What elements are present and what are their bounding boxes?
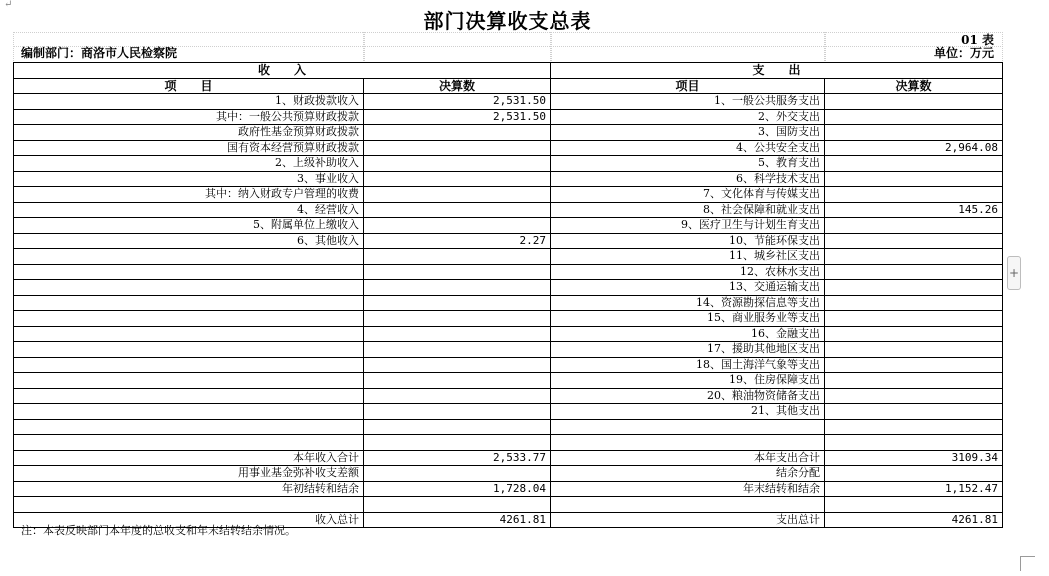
expense-amount-cell: 1,152.47 bbox=[825, 481, 1003, 497]
expense-amount-cell: 3109.34 bbox=[825, 450, 1003, 466]
header-row-section bbox=[14, 63, 1003, 79]
income-item-cell bbox=[14, 373, 364, 389]
expense-amount-cell bbox=[825, 466, 1003, 482]
income-item-cell bbox=[14, 404, 364, 420]
income-item-cell bbox=[14, 311, 364, 327]
income-item-cell bbox=[14, 357, 364, 373]
table-row bbox=[14, 357, 1003, 373]
income-amount-cell bbox=[364, 357, 551, 373]
table-row bbox=[14, 497, 1003, 513]
expense-amount-cell bbox=[825, 357, 1003, 373]
income-amount-cell bbox=[364, 125, 551, 141]
expense-amount-cell: 4261.81 bbox=[825, 512, 1003, 528]
expense-item-cell: 3、国防支出 bbox=[551, 125, 825, 141]
expense-item-cell: 6、科学技术支出 bbox=[551, 171, 825, 187]
income-item-cell: 4、经营收入 bbox=[14, 202, 364, 218]
expense-amount-cell bbox=[825, 280, 1003, 296]
expense-item-cell: 4、公共安全支出 bbox=[551, 140, 825, 156]
expense-item-cell: 结余分配 bbox=[551, 466, 825, 482]
table-row bbox=[14, 450, 1003, 466]
expense-item-cell: 8、社会保障和就业支出 bbox=[551, 202, 825, 218]
income-item-cell bbox=[14, 435, 364, 451]
table-row bbox=[14, 373, 1003, 389]
expense-amount-cell bbox=[825, 187, 1003, 203]
table-row bbox=[14, 435, 1003, 451]
expense-item-cell: 13、交通运输支出 bbox=[551, 280, 825, 296]
income-item-header: 项 目 bbox=[14, 78, 364, 94]
expense-amount-header: 决算数 bbox=[825, 78, 1003, 94]
income-item-cell: 3、事业收入 bbox=[14, 171, 364, 187]
expense-amount-cell bbox=[825, 109, 1003, 125]
income-item-cell: 其中：一般公共预算财政拨款 bbox=[14, 109, 364, 125]
table-row bbox=[14, 295, 1003, 311]
income-section-header: 收 入 bbox=[14, 63, 551, 79]
income-item-cell: 2、上级补助收入 bbox=[14, 156, 364, 172]
expense-item-cell: 15、商业服务业等支出 bbox=[551, 311, 825, 327]
expense-amount-cell bbox=[825, 419, 1003, 435]
header-row-columns bbox=[14, 78, 1003, 94]
expense-item-cell: 18、国土海洋气象等支出 bbox=[551, 357, 825, 373]
income-amount-header: 决算数 bbox=[364, 78, 551, 94]
income-item-cell bbox=[14, 249, 364, 265]
expense-amount-cell bbox=[825, 94, 1003, 110]
table-row bbox=[14, 342, 1003, 358]
expense-item-cell: 19、住房保障支出 bbox=[551, 373, 825, 389]
table-row bbox=[14, 280, 1003, 296]
expense-amount-cell bbox=[825, 373, 1003, 389]
table-row bbox=[14, 233, 1003, 249]
table-row bbox=[14, 264, 1003, 280]
expense-item-header: 项目 bbox=[551, 78, 825, 94]
expense-amount-cell bbox=[825, 342, 1003, 358]
income-item-cell: 1、财政拨款收入 bbox=[14, 94, 364, 110]
expense-amount-cell bbox=[825, 295, 1003, 311]
table-row bbox=[14, 171, 1003, 187]
table-row bbox=[14, 326, 1003, 342]
add-sheet-button[interactable]: + bbox=[1007, 256, 1021, 290]
table-row bbox=[14, 311, 1003, 327]
expense-amount-cell bbox=[825, 404, 1003, 420]
income-item-cell bbox=[14, 419, 364, 435]
income-item-cell: 年初结转和结余 bbox=[14, 481, 364, 497]
expense-item-cell: 11、城乡社区支出 bbox=[551, 249, 825, 265]
expense-item-cell: 本年支出合计 bbox=[551, 450, 825, 466]
expense-item-cell: 5、教育支出 bbox=[551, 156, 825, 172]
expense-amount-cell bbox=[825, 171, 1003, 187]
table-row bbox=[14, 94, 1003, 110]
income-amount-cell: 2,533.77 bbox=[364, 450, 551, 466]
expense-item-cell: 10、节能环保支出 bbox=[551, 233, 825, 249]
income-amount-cell: 2,531.50 bbox=[364, 94, 551, 110]
expense-amount-cell bbox=[825, 497, 1003, 513]
income-amount-cell bbox=[364, 373, 551, 389]
income-item-cell bbox=[14, 295, 364, 311]
income-item-cell: 用事业基金弥补收支差额 bbox=[14, 466, 364, 482]
income-item-cell: 国有资本经营预算财政拨款 bbox=[14, 140, 364, 156]
income-item-cell: 其中：纳入财政专户管理的收费 bbox=[14, 187, 364, 203]
expense-item-cell: 1、一般公共服务支出 bbox=[551, 94, 825, 110]
income-amount-cell bbox=[364, 156, 551, 172]
expense-item-cell: 21、其他支出 bbox=[551, 404, 825, 420]
expense-item-cell: 7、文化体育与传媒支出 bbox=[551, 187, 825, 203]
table-row bbox=[14, 218, 1003, 234]
expense-item-cell bbox=[551, 419, 825, 435]
expense-section-header: 支 出 bbox=[551, 63, 1003, 79]
expense-item-cell: 17、援助其他地区支出 bbox=[551, 342, 825, 358]
income-item-cell bbox=[14, 264, 364, 280]
income-amount-cell bbox=[364, 342, 551, 358]
expense-amount-cell bbox=[825, 125, 1003, 141]
income-item-cell bbox=[14, 280, 364, 296]
income-item-cell bbox=[14, 388, 364, 404]
income-item-cell bbox=[14, 326, 364, 342]
table-row bbox=[14, 125, 1003, 141]
expense-amount-cell bbox=[825, 233, 1003, 249]
income-amount-cell: 2,531.50 bbox=[364, 109, 551, 125]
table-row bbox=[14, 187, 1003, 203]
crop-mark bbox=[1020, 556, 1035, 571]
income-amount-cell bbox=[364, 202, 551, 218]
footnote: 注：本表反映部门本年度的总收支和年末结转结余情况。 bbox=[21, 524, 296, 537]
expense-item-cell: 12、农林水支出 bbox=[551, 264, 825, 280]
income-amount-cell bbox=[364, 264, 551, 280]
expense-item-cell: 9、医疗卫生与计划生育支出 bbox=[551, 218, 825, 234]
income-item-cell: 5、附属单位上缴收入 bbox=[14, 218, 364, 234]
income-amount-cell bbox=[364, 140, 551, 156]
income-item-cell bbox=[14, 342, 364, 358]
income-amount-cell bbox=[364, 311, 551, 327]
income-amount-cell bbox=[364, 326, 551, 342]
header-grid-cell bbox=[363, 32, 552, 47]
unit-label: 单位：万元 bbox=[933, 46, 994, 60]
income-amount-cell: 2.27 bbox=[364, 233, 551, 249]
income-item-cell: 政府性基金预算财政拨款 bbox=[14, 125, 364, 141]
income-amount-cell: 4261.81 bbox=[364, 512, 551, 528]
income-amount-cell bbox=[364, 497, 551, 513]
report-sheet bbox=[13, 6, 1002, 538]
table-row bbox=[14, 466, 1003, 482]
income-amount-cell bbox=[364, 419, 551, 435]
department-label: 编制部门：商洛市人民检察院 bbox=[21, 46, 178, 60]
income-amount-cell bbox=[364, 466, 551, 482]
table-row bbox=[14, 140, 1003, 156]
expense-item-cell: 14、资源勘探信息等支出 bbox=[551, 295, 825, 311]
income-amount-cell: 1,728.04 bbox=[364, 481, 551, 497]
header-grid-cell bbox=[363, 46, 552, 63]
form-number: 01 表 bbox=[961, 33, 994, 47]
header-grid-cell bbox=[550, 32, 826, 47]
income-amount-cell bbox=[364, 404, 551, 420]
expense-item-cell bbox=[551, 497, 825, 513]
income-item-cell: 本年收入合计 bbox=[14, 450, 364, 466]
expense-item-cell: 16、金融支出 bbox=[551, 326, 825, 342]
income-amount-cell bbox=[364, 295, 551, 311]
expense-amount-cell bbox=[825, 218, 1003, 234]
table-row bbox=[14, 202, 1003, 218]
expense-amount-cell bbox=[825, 311, 1003, 327]
income-amount-cell bbox=[364, 218, 551, 234]
expense-amount-cell: 2,964.08 bbox=[825, 140, 1003, 156]
income-amount-cell bbox=[364, 171, 551, 187]
income-item-cell bbox=[14, 497, 364, 513]
income-expense-table bbox=[13, 62, 1003, 528]
expense-amount-cell bbox=[825, 326, 1003, 342]
income-amount-cell bbox=[364, 388, 551, 404]
expense-amount-cell bbox=[825, 249, 1003, 265]
paragraph-mark: ↵ bbox=[4, 0, 13, 10]
expense-item-cell: 年末结转和结余 bbox=[551, 481, 825, 497]
income-item-cell: 收入总计 bbox=[14, 512, 364, 528]
table-row bbox=[14, 481, 1003, 497]
page-title: 部门决算收支总表 bbox=[423, 9, 592, 33]
table-row bbox=[14, 109, 1003, 125]
income-amount-cell bbox=[364, 249, 551, 265]
expense-amount-cell bbox=[825, 388, 1003, 404]
header-grid-cell bbox=[550, 46, 826, 63]
expense-item-cell: 20、粮油物资储备支出 bbox=[551, 388, 825, 404]
table-row bbox=[14, 156, 1003, 172]
expense-amount-cell bbox=[825, 435, 1003, 451]
expense-amount-cell bbox=[825, 156, 1003, 172]
table-row bbox=[14, 419, 1003, 435]
expense-item-cell: 2、外交支出 bbox=[551, 109, 825, 125]
table-row bbox=[14, 404, 1003, 420]
expense-amount-cell: 145.26 bbox=[825, 202, 1003, 218]
expense-item-cell bbox=[551, 435, 825, 451]
table-row bbox=[14, 249, 1003, 265]
income-amount-cell bbox=[364, 187, 551, 203]
income-item-cell: 6、其他收入 bbox=[14, 233, 364, 249]
income-amount-cell bbox=[364, 280, 551, 296]
income-amount-cell bbox=[364, 435, 551, 451]
header-grid-cell bbox=[13, 32, 365, 47]
expense-item-cell: 支出总计 bbox=[551, 512, 825, 528]
table-row bbox=[14, 388, 1003, 404]
expense-amount-cell bbox=[825, 264, 1003, 280]
